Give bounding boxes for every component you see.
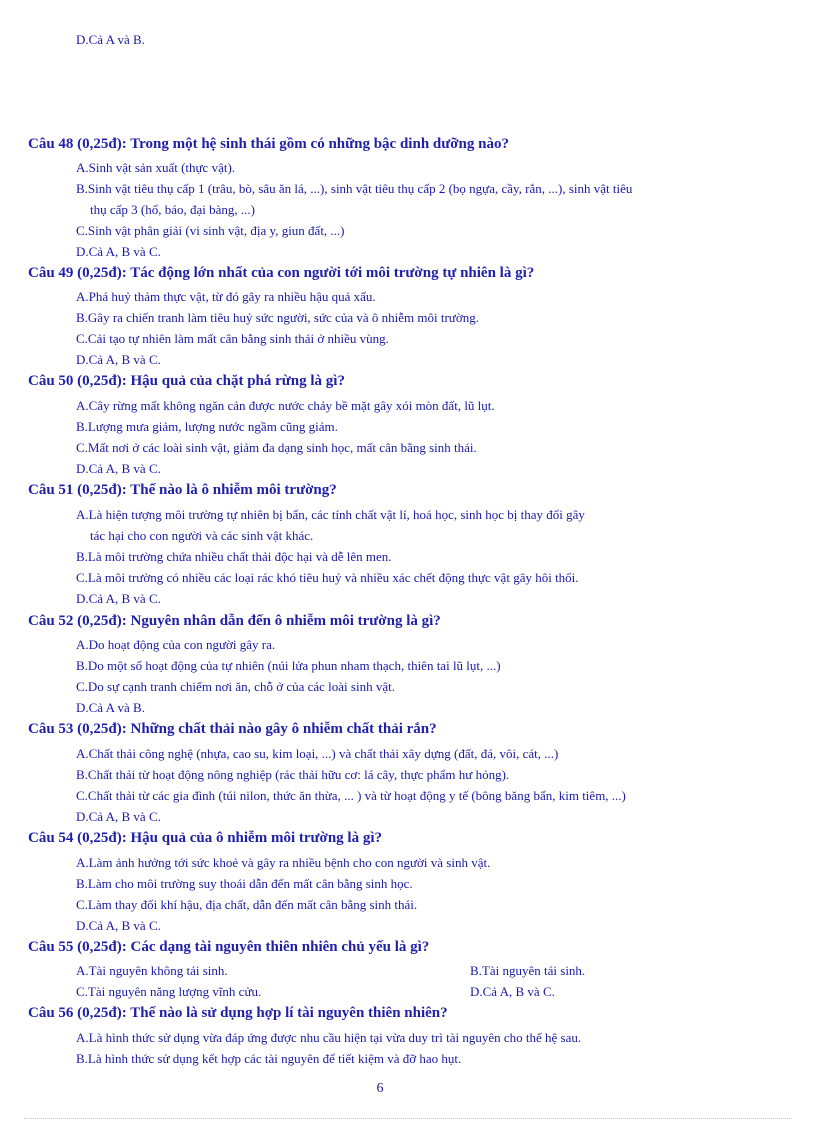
question-50-title: Câu 50 (0,25đ): Hậu quả của chặt phá rừng là gì? [28, 373, 345, 389]
q54-option-a: A.Làm ảnh hưởng tới sức khoẻ và gây ra nhiều bệnh cho con người và sinh vật. [76, 855, 491, 870]
q53-option-c: C.Chất thải từ các gia đình (túi nilon, thức ăn thừa, ... ) và từ hoạt động y tế (bông băng bẩn, kim tiêm, ...) [76, 788, 626, 803]
question-48-title: Câu 48 (0,25đ): Trong một hệ sinh thái gồm có những bậc dinh dưỡng nào? [28, 136, 509, 152]
q54-option-b: B.Làm cho môi trường suy thoái dẫn đến mất cân bằng sinh học. [76, 876, 413, 891]
q48-option-d: D.Cả A, B và C. [76, 244, 161, 259]
question-54-title: Câu 54 (0,25đ): Hậu quả của ô nhiễm môi trường là gì? [28, 830, 383, 846]
q55-option-c: C.Tài nguyên năng lượng vĩnh cửu. [76, 984, 262, 999]
q55-option-d: D.Cả A, B và C. [470, 984, 555, 999]
q49-option-d: D.Cả A, B và C. [76, 352, 161, 367]
q49-option-a: A.Phá huỷ thảm thực vật, từ đó gây ra nhiều hậu quả xấu. [76, 289, 376, 304]
q50-option-c: C.Mất nơi ở các loài sinh vật, giảm đa dạng sinh học, mất cân bằng sinh thái. [76, 440, 477, 455]
question-51-title: Câu 51 (0,25đ): Thế nào là ô nhiễm môi trường? [28, 482, 337, 498]
question-55-title: Câu 55 (0,25đ): Các dạng tài nguyên thiên nhiên chủ yếu là gì? [28, 939, 430, 955]
q54-option-d: D.Cả A, B và C. [76, 918, 161, 933]
q54-option-c: C.Làm thay đổi khí hậu, địa chất, dẫn đến mất cân bằng sinh thái. [76, 897, 418, 912]
q53-option-d: D.Cả A, B và C. [76, 809, 161, 824]
q48-option-b-cont: thụ cấp 3 (hổ, báo, đại bàng, ...) [90, 202, 255, 217]
q51-option-d: D.Cả A, B và C. [76, 591, 161, 606]
footer-divider [24, 1118, 792, 1119]
q49-option-c: C.Cải tạo tự nhiên làm mất cân bằng sinh thái ở nhiều vùng. [76, 331, 389, 346]
q52-option-c: C.Do sự cạnh tranh chiếm nơi ăn, chỗ ở của các loài sinh vật. [76, 679, 395, 694]
q48-option-a: A.Sinh vật sản xuất (thực vật). [76, 160, 236, 175]
q52-option-a: A.Do hoạt động của con người gây ra. [76, 637, 276, 652]
question-52-title: Câu 52 (0,25đ): Nguyên nhân dẫn đến ô nhiễm môi trường là gì? [28, 613, 441, 629]
q51-option-b: B.Là môi trường chứa nhiều chất thải độc hại và dễ lên men. [76, 549, 392, 564]
question-49-title: Câu 49 (0,25đ): Tác động lớn nhất của con người tới môi trường tự nhiên là gì? [28, 265, 535, 281]
question-56-title: Câu 56 (0,25đ): Thế nào là sử dụng hợp lí tài nguyên thiên nhiên? [28, 1005, 448, 1021]
q50-option-d: D.Cả A, B và C. [76, 461, 161, 476]
question-53-title: Câu 53 (0,25đ): Những chất thải nào gây ô nhiễm chất thải rắn? [28, 721, 437, 737]
q56-option-b: B.Là hình thức sử dụng kết hợp các tài nguyên để tiết kiệm và đỡ hao hụt. [76, 1051, 462, 1066]
q48-option-b: B.Sinh vật tiêu thụ cấp 1 (trâu, bò, sâu ăn lá, ...), sinh vật tiêu thụ cấp 2 (bọ ngựa, cầy, rắn, ...), sinh vật tiêu [76, 181, 633, 196]
q48-option-c: C.Sinh vật phân giải (vi sinh vật, địa y, giun đất, ...) [76, 223, 345, 238]
option-d-prev: D.Cả A và B. [76, 32, 145, 47]
q51-option-c: C.Là môi trường có nhiều các loại rác khó tiêu huỷ và nhiều xác chết động thực vật gây hôi thối. [76, 570, 579, 585]
q55-option-b: B.Tài nguyên tái sinh. [470, 963, 586, 978]
q49-option-b: B.Gây ra chiến tranh làm tiêu huỷ sức người, sức của và ô nhiễm môi trường. [76, 310, 479, 325]
q50-option-b: B.Lượng mưa giảm, lượng nước ngầm cũng giảm. [76, 419, 338, 434]
q55-option-a: A.Tài nguyên không tái sinh. [76, 963, 228, 978]
q50-option-a: A.Cây rừng mất không ngăn cản được nước chảy bề mặt gây xói mòn đất, lũ lụt. [76, 398, 495, 413]
q53-option-a: A.Chất thải công nghệ (nhựa, cao su, kim loại, ...) và chất thải xây dựng (đất, đá, vôi, cát, ...) [76, 746, 559, 761]
q52-option-b: B.Do một số hoạt động của tự nhiên (núi lửa phun nham thạch, thiên tai lũ lụt, ...) [76, 658, 501, 673]
q53-option-b: B.Chất thải từ hoạt động nông nghiệp (rác thải hữu cơ: lá cây, thực phẩm hư hỏng). [76, 767, 510, 782]
page-number: 6 [376, 1081, 384, 1096]
q56-option-a: A.Là hình thức sử dụng vừa đáp ứng được nhu cầu hiện tại vừa duy trì tài nguyên cho thế hệ sau. [76, 1030, 582, 1045]
q51-option-a: A.Là hiện tượng môi trường tự nhiên bị bẩn, các tính chất vật lí, hoá học, sinh học bị thay đổi gây [76, 507, 585, 522]
q51-option-a-cont: tác hại cho con người và các sinh vật khác. [90, 528, 314, 543]
q52-option-d: D.Cả A và B. [76, 700, 145, 715]
